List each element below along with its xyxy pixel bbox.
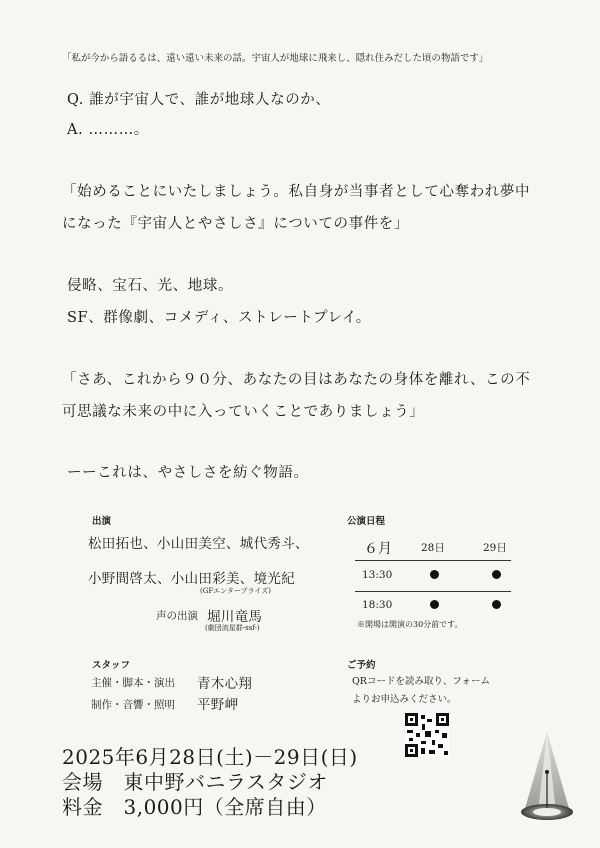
reservation-qr-code[interactable]: [405, 713, 449, 757]
quote3-line2: 可思議な未来の中に入っていくことでありましょう」: [62, 404, 425, 420]
event-price: 料金 3,000円（全席自由）: [62, 795, 327, 819]
cast-heading: 出演: [92, 516, 112, 527]
reservation-line2: よりお申込みください。: [352, 694, 457, 705]
schedule-day-28: 28日: [421, 542, 445, 554]
schedule-note: ※開場は開演の30分前です。: [357, 620, 463, 629]
staff-role-2: 制作・音響・照明: [91, 699, 175, 711]
keywords-line2: SF、群像劇、コメディ、ストレートプレイ。: [67, 310, 371, 326]
reservation-heading: ご予約: [347, 660, 376, 671]
schedule-mark-28-1330: [430, 570, 439, 579]
schedule-mark-29-1830: [492, 600, 501, 609]
schedule-heading: 公演日程: [347, 516, 386, 527]
staff-name-1: 青木心翔: [197, 676, 253, 692]
keywords-line1: 侵略、宝石、光、地球。: [67, 278, 234, 294]
quote3-line1: 「さあ、これから９０分、あなたの目はあなたの身体を離れ、この不: [62, 372, 531, 388]
voice-cast-note: (劇団流星群-ssf-): [205, 624, 260, 632]
schedule-day-29: 29日: [483, 542, 507, 554]
spotlight-illustration: [516, 728, 578, 824]
voice-cast-name: 堀川竜馬: [207, 609, 263, 625]
tagline: ーーこれは、やさしさを紡ぐ物語。: [67, 465, 309, 481]
schedule-divider-2: [355, 591, 511, 592]
event-date: 2025年6月28日(土)－29日(日): [62, 745, 358, 769]
cast-line2: 小野間啓太、小山田彩美、境光紀: [88, 571, 295, 587]
staff-role-1: 主催・脚本・演出: [91, 677, 175, 689]
question-line: Q. 誰が宇宙人で、誰が地球人なのか、: [67, 92, 331, 108]
schedule-divider-1: [355, 560, 511, 561]
cast-agency-note: (GFエンタープライズ): [200, 587, 272, 595]
answer-line: A. ………。: [67, 122, 149, 138]
quote2-line2: になった『宇宙人とやさしさ』についての事件を」: [62, 216, 410, 232]
schedule-mark-28-1830: [430, 600, 439, 609]
reservation-line1: QRコードを読み取り、フォーム: [352, 676, 490, 687]
cast-line1: 松田拓也、小山田美空、城代秀斗、: [88, 536, 309, 552]
event-venue: 会場 東中野バニラスタジオ: [62, 770, 328, 794]
schedule-mark-29-1330: [492, 570, 501, 579]
voice-cast-label: 声の出演: [156, 610, 198, 622]
quote2-line1: 「始めることにいたしましょう。私自身が当事者として心奪われ夢中: [62, 184, 531, 200]
schedule-month: ６月: [364, 541, 392, 557]
staff-name-2: 平野岬: [197, 697, 239, 713]
schedule-time-2: 18:30: [362, 599, 393, 611]
intro-quote: 「私が今から語るるは、遠い遠い未来の話。宇宙人が地球に飛来し、隠れ住みだした頃の物語です」: [62, 53, 489, 64]
staff-heading: スタッフ: [92, 660, 131, 671]
schedule-time-1: 13:30: [362, 569, 393, 581]
